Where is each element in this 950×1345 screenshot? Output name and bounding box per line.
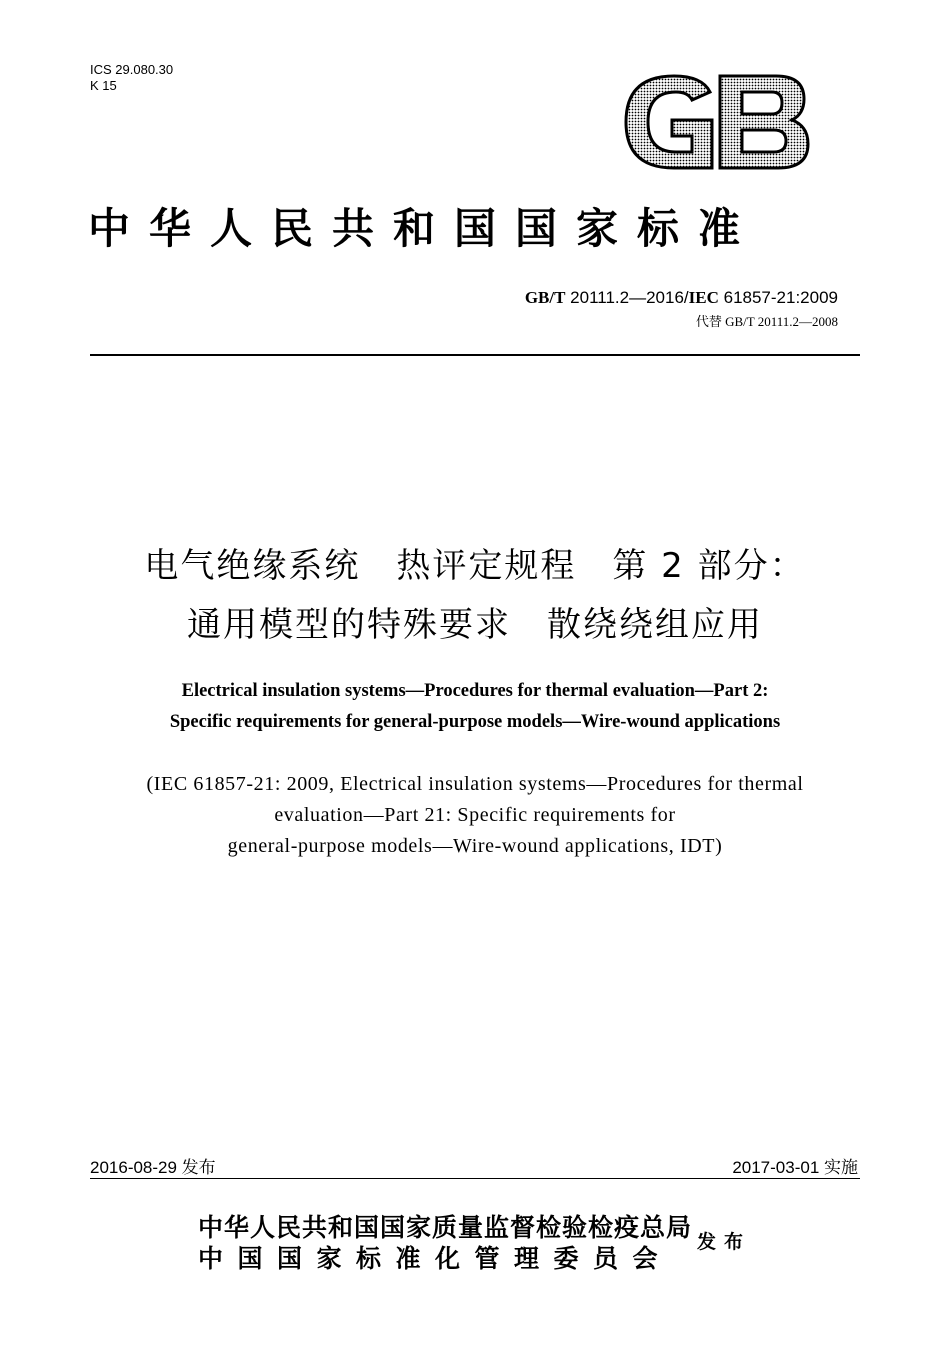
ccs-code: K 15 xyxy=(90,78,117,93)
title-cn-line2: 通用模型的特殊要求 散绕绕组应用 xyxy=(187,605,763,645)
gbt-number: 20111.2—2016/ xyxy=(570,288,689,307)
ics-code: ICS 29.080.30 xyxy=(90,62,174,77)
title-en-line2: Specific requirements for general-purpose models—Wire-wound applications xyxy=(169,712,781,732)
gbt-prefix: GB/T xyxy=(524,288,566,307)
implement-date: 2017-03-01 实施 xyxy=(732,1158,858,1177)
standard-number xyxy=(525,288,838,308)
classification-codes xyxy=(90,62,173,94)
gb-logo xyxy=(622,72,810,172)
footer-divider xyxy=(90,1178,860,1179)
iec-number: 61857-21:2009 xyxy=(723,288,838,307)
issuer-aqsiq: 中华人民共和国国家质量监督检验检疫总局 xyxy=(198,1213,693,1242)
iec-prefix: IEC xyxy=(688,288,719,307)
gb-logo-graphic xyxy=(622,72,810,172)
header-divider xyxy=(90,354,860,356)
issue-label: 发布 xyxy=(697,1231,752,1253)
national-standard-heading: 中华人民共和国国家标准 xyxy=(88,204,760,253)
iec-reference-line1: (IEC 61857-21: 2009, Electrical insulation systems—Procedures for thermal xyxy=(146,773,804,795)
issuer-sac: 中国国家标准化管理委员会 xyxy=(198,1244,673,1273)
iec-reference-line3: general-purpose models—Wire-wound applications, IDT) xyxy=(227,835,723,857)
title-en-line1: Electrical insulation systems—Procedures for thermal evaluation—Part 2: xyxy=(181,681,769,701)
iec-reference-line2: evaluation—Part 21: Specific requirements for xyxy=(274,804,676,826)
publish-date: 2016-08-29 发布 xyxy=(90,1158,216,1177)
replaces-standard: 代替 GB/T 20111.2—2008 xyxy=(695,314,838,329)
title-cn-line1: 电气绝缘系统 热评定规程 第 2 部分： xyxy=(144,546,806,586)
